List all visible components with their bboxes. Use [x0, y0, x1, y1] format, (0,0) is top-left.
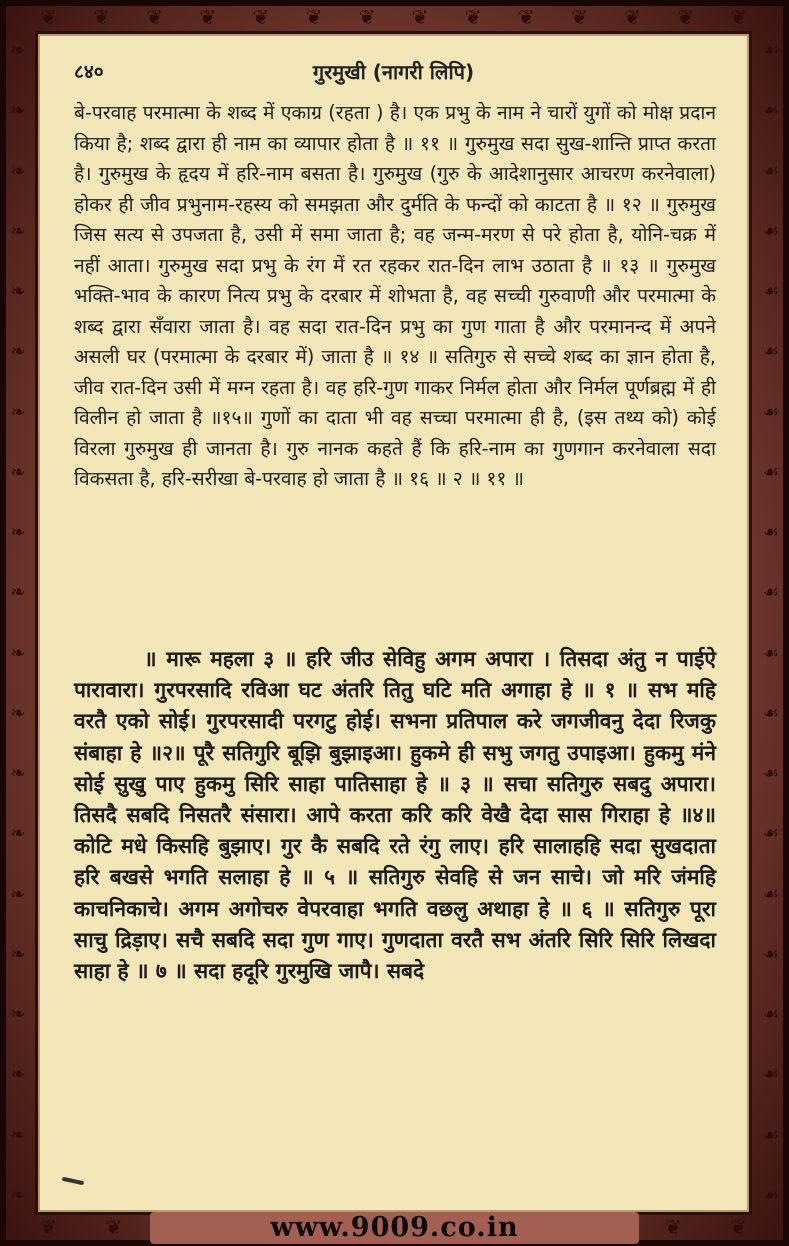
page-number: ८४०: [74, 61, 104, 83]
frame-ornament-right: ☙ ☙ ☙ ☙ ☙ ☙ ☙ ☙ ☙ ☙ ☙ ☙ ☙ ☙ ☙ ☙ ☙ ☙ ☙ ☙: [762, 40, 780, 1206]
scripture-page: [38, 34, 749, 1212]
frame-ornament-bottom: ❦ ❦ ❦ ❦: [40, 1215, 749, 1239]
running-title: गुरमुखी (नागरी लिपि): [312, 60, 475, 84]
frame-ornament-left: ❧ ❧ ❧ ❧ ❧ ❧ ❧ ❧ ❧ ❧ ❧ ❧ ❧ ❧ ❧ ❧ ❧ ❧ ❧ ❧: [10, 40, 26, 1206]
hindi-translation-text: बे-परवाह परमात्मा के शब्द में एकाग्र (रहता ) है। एक प्रभु के नाम ने चारों युगों को मोक्ष प्रदान किया है; शब्द द्वारा ही नाम का व्यापार होता है ॥ ११ ॥ गुरुमुख सदा सुख-शान्ति प्राप्त करता है। गुरुमुख के हृदय में हरि-नाम बसता है। गुरुमुख (गुरु के आदेशानुसार आचरण करनेवाला) होकर ही जीव प्रभुनाम-रहस्य को समझता और दुर्मति के फन्दों को काटता है ॥ १२ ॥ गुरुमुख जिस सत्य से उपजता है, उसी में समा जाता है; वह जन्म-मरण से परे होता है, योनि-चक्र में नहीं आता। गुरुमुख सदा प्रभु के रंग में रत रहकर रात-दिन लाभ उठाता है ॥ १३ ॥ गुरुमुख भक्ति-भाव के कारण नित्य प्रभु के दरबार में शोभता है, वह सच्ची गुरुवाणी और परमात्मा के शब्द द्वारा सँवारा जाता है। वह सदा रात-दिन प्रभु का गुण गाता है और परमानन्द में अपने असली घर (परमात्मा के दरबार में) जाता है ॥ १४ ॥ सतिगुरु से सच्चे शब्द का ज्ञान होता है, जीव रात-दिन उसी में मग्न रहता है। वह हरि-गुण गाकर निर्मल होता और निर्मल पूर्णब्रह्म में ही विलीन हो जाता है ॥१५॥ गुणों का दाता भी वह सच्चा परमात्मा ही है, (इस तथ्य को) कोई विरला गुरुमुख ही जानता है। गुरु नानक कहते हैं कि हरि-नाम का गुणगान करनेवाला सदा विकसता है, हरि-सरीखा बे-परवाह हो जाता है ॥ १६ ॥ २ ॥ ११ ॥: [74, 101, 716, 490]
frame-ornament-top: ❦ ❦ ❦ ❦ ❦ ❦ ❦ ❦ ❦ ❦ ❦ ❦ ❦ ❦: [40, 5, 749, 29]
gurbani-verse-text: ॥ मारू महला ३ ॥ हरि जीउ सेविहु अगम अपारा । तिसदा अंतु न पाईऐ पारावारा। गुरपरसादि रविआ घट अंतरि तितु घटि मति अगाहा हे ॥ १ ॥ सभ महि वरतै एको सोई। गुरपरसादी परगटु होई। सभना प्रतिपाल करे जगजीवनु देदा रिजकु संबाहा हे ॥२॥ पूरै सतिगुरि बूझि बुझाइआ। हुकमे ही सभु जगतु उपाइआ। हुकमु मंने सोई सुखु पाए हुकमु सिरि साहा पातिसाहा हे ॥ ३ ॥ सचा सतिगुरु सबदु अपारा। तिसदै सबदि निसतरै संसारा। आपे करता करि करि वेखै देदा सास गिराहा हे ॥४॥ कोटि मधे किसहि बुझाए। गुर कै सबदि रते रंगु लाए। हरि सालाहहि सदा सुखदाता हरि बखसे भगति सलाहा हे ॥ ५ ॥ सतिगुरु सेवहि से जन साचे। जो मरि जंमहि काचनिकाचे। अगम अगोचरु वेपरवाहा भगति वछलु अथाहा हे ॥ ६ ॥ सतिगुरु पूरा साचु द्रिड़ाए। सचै सबदि सदा गुण गाए। गुणदाता वरतै सभ अंतरि सिरि सिरि लिखदा साहा हे ॥ ७ ॥ सदा हदूरि गुरमुखि जापै। सबदे: [74, 647, 716, 984]
website-link[interactable]: www.9009.co.in: [270, 1212, 519, 1243]
page-corner-mark: [62, 1177, 84, 1185]
page-header: [38, 58, 749, 88]
